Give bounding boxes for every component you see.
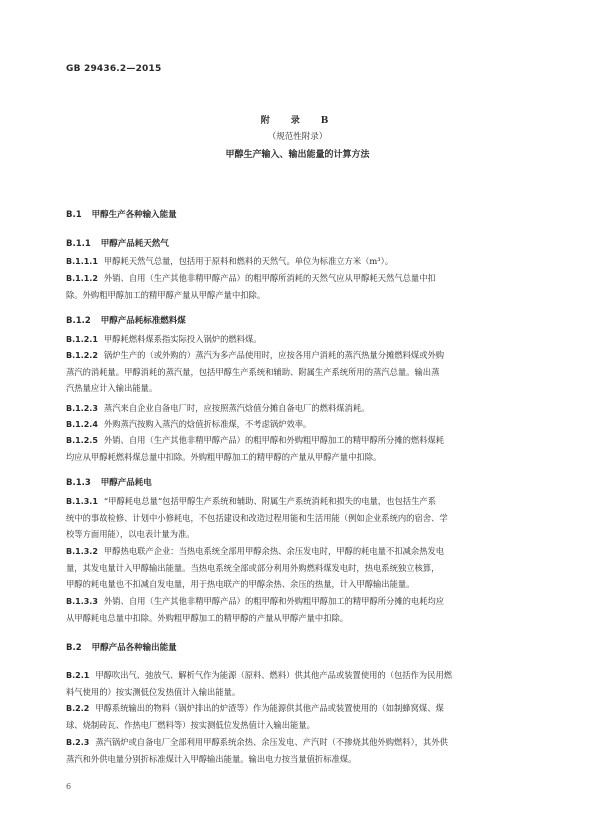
annex-label: 附 录 B [260, 116, 335, 126]
section-number: B.2 [66, 643, 82, 653]
section-number: B.1.1 [66, 239, 91, 249]
section-heading-b2 [66, 641, 177, 653]
paragraph-b21: B.2.1 甲醇吹出气、弛放气、解析气作为能源（原料、燃料）供其他产品或装置使用的（包括作为民用燃 料气使用的）按实测低位发热值计入输出能量。 [66, 670, 453, 697]
section-title: 甲醇产品各种输出能量 [91, 643, 177, 653]
section-title: 甲醇生产各种输入能量 [91, 210, 177, 220]
paragraph-b112: B.1.1.2 外销、自用（生产其他非精甲醇产品）的粗甲醇所消耗的天然气应从甲醇耗天然气总量中扣 除。外购粗甲醇加工的精甲醇产量从甲醇产量中扣除。 [66, 273, 436, 300]
section-title: 甲醇产品耗电 [100, 478, 152, 488]
section-number: B.1 [66, 210, 82, 220]
standard-code: GB 29436.2—2015 [66, 64, 162, 74]
annex-type: （规范性附录） [267, 132, 328, 142]
section-number: B.1.2 [66, 316, 91, 326]
section-heading-b11 [66, 237, 169, 249]
paragraph-b23: B.2.3 蒸汽锅炉或自备电厂全部利用甲醇系统余热、余压发电、产汽时（不掺烧其他外购燃料），其外供 蒸汽和外供电量分别折标准煤计入甲醇输出能量。输出电力按当量值折标准煤。 [66, 737, 448, 764]
paragraph-b125: B.1.2.5 外销、自用（生产其他非精甲醇产品）的粗甲醇和外购粗甲醇加工的精甲醇所分摊的燃料煤耗 均应从甲醇耗燃料煤总量中扣除。外购粗甲醇加工的精甲醇的产量从甲醇产量中扣除。 [66, 435, 445, 462]
section-title: 甲醇产品耗天然气 [100, 239, 169, 249]
section-title: 甲醇产品耗标准燃料煤 [100, 316, 186, 326]
section-heading-b1 [66, 208, 177, 220]
paragraph-b133: B.1.3.3 外销、自用（生产其他非精甲醇产品）的粗甲醇和外购粗甲醇加工的精甲醇所分摊的电耗均应 从甲醇耗电总量中扣除。外购粗甲醇加工的精甲醇的产量从甲醇产量中扣除。 [66, 596, 445, 623]
paragraph-b132: B.1.3.2 甲醇热电联产企业：当热电系统全部用甲醇余热、余压发电时，甲醇的耗电量不扣减余热发电 量，其发电量计入甲醇输出能量。当热电系统全部或部分利用外购燃料煤发电时，热电系统独立核算， 甲醇的耗电量也不扣减自发电量，用于热电联产的甲醇余热、余压的热量，计入甲醇输出能量。 [66, 546, 445, 589]
section-number: B.1.3 [66, 478, 91, 488]
paragraph-b122: B.1.2.2 锅炉生产的（或外购的）蒸汽为多产品使用时，应按各用户消耗的蒸汽热量分摊燃料煤或外购 蒸汽的消耗量。甲醇消耗的蒸汽量，包括甲醇生产系统和辅助、附属生产系统所用的蒸汽总量。输出蒸 汽热量应计入输出能量。 [66, 350, 445, 393]
paragraph-b121: B.1.2.1 甲醇耗燃料煤系指实际投入锅炉的燃料煤。 [66, 334, 262, 344]
section-heading-b13 [66, 476, 152, 488]
paragraph-b124: B.1.2.4 外购蒸汽按购入蒸汽的焓值折标准煤，不考虑锅炉效率。 [66, 419, 312, 429]
page-number: 6 [66, 782, 72, 791]
paragraph-b111: B.1.1.1 甲醇耗天然气总量，包括用于原料和燃料的天然气。单位为标准立方米（m³）。 [66, 256, 394, 266]
annex-title: 甲醇生产输入、输出能量的计算方法 [225, 150, 370, 160]
paragraph-b22: B.2.2 甲醇系统输出的物料（锅炉排出的炉渣等）作为能源供其他产品或装置使用的（如制蜂窝煤、煤 球、烧制砖瓦、作热电厂燃料等）按实测低位发热值计入输出能量。 [66, 703, 444, 730]
paragraph-b123: B.1.2.3 蒸汽来自企业自备电厂时，应按照蒸汽焓值分摊自备电厂的燃料煤消耗。 [66, 403, 370, 413]
section-heading-b12 [66, 314, 186, 326]
paragraph-b131: B.1.3.1 “甲醇耗电总量”包括甲醇生产系统和辅助、附属生产系统消耗和损失的电量，也包括生产系 统中的事故检修、计划中小修耗电，不包括建设和改造过程用能和生活用能（例如企业系统内的宿舍、学 校等方面用能），以电表计量为准。 [66, 496, 448, 539]
